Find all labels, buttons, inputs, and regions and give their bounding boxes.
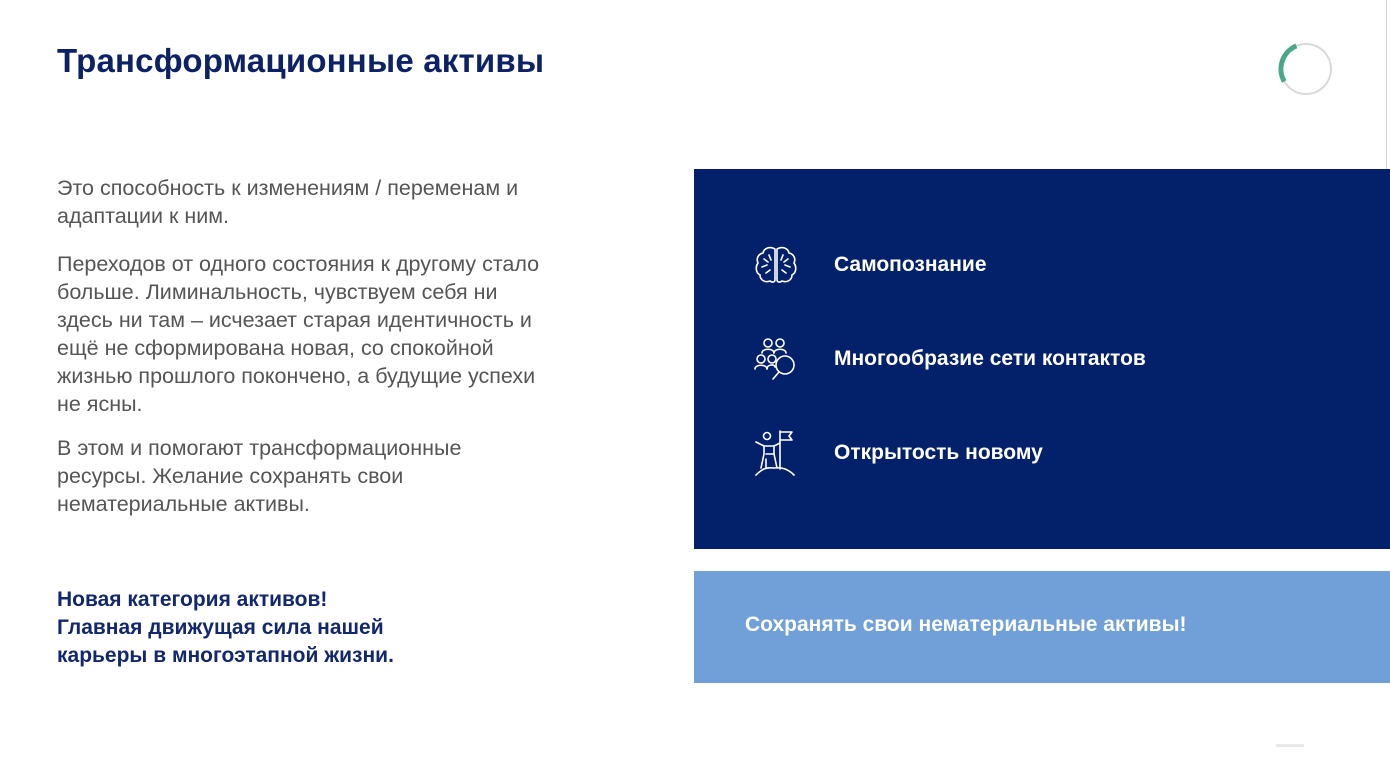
- assets-panel: [694, 169, 1390, 549]
- asset-label: Открытость новому: [834, 441, 1043, 464]
- person-flag-summit-icon: [752, 428, 800, 478]
- callout-line: карьеры в многоэтапной жизни.: [57, 644, 394, 667]
- paragraph-definition: Это способность к изменениям / переменам и адаптации к ним.: [57, 176, 519, 228]
- callout-line: Новая категория активов!: [57, 588, 328, 611]
- paragraph-resources: В этом и помогают трансформационные ресурсы. Желание сохранять свои нематериальные активы.: [57, 436, 462, 516]
- asset-item-self-knowledge: [752, 240, 987, 290]
- loading-spinner-icon: [1278, 41, 1334, 97]
- summary-banner-label: Сохранять свои нематериальные активы!: [745, 613, 1187, 636]
- asset-label: Самопознание: [834, 253, 987, 276]
- brain-icon: [752, 240, 800, 290]
- people-search-icon: [752, 334, 800, 384]
- asset-label: Многообразие сети контактов: [834, 347, 1146, 370]
- paragraph-liminality: Переходов от одного состояния к другому стало больше. Лиминальность, чувствуем себя ни здесь ни там – исчезает старая идентичность и ещё не сформирована новая, со спокойной жизнью прошлого покончено, а будущие успехи не ясны.: [57, 252, 540, 416]
- edge-divider: [1386, 0, 1387, 170]
- slide-footer-mark: [1276, 744, 1304, 747]
- callout-text: [57, 586, 477, 670]
- asset-item-network-diversity: [752, 334, 1146, 384]
- callout-line: Главная движущая сила нашей: [57, 616, 384, 639]
- slide-title: Трансформационные активы: [57, 42, 545, 79]
- asset-item-openness: [752, 428, 1043, 478]
- summary-banner: [694, 571, 1390, 683]
- body-text: [57, 174, 547, 538]
